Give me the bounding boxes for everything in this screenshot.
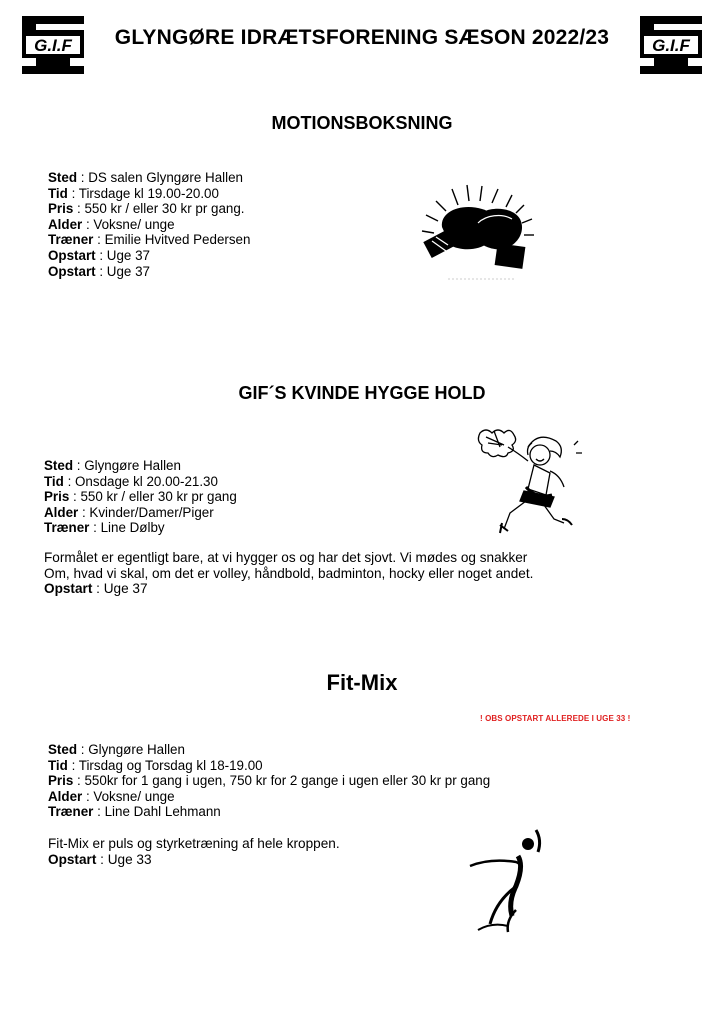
info-fit-mix <box>48 742 490 820</box>
fitness-figure-illustration <box>466 826 554 934</box>
info-row: Pris : 550 kr / eller 30 kr pr gang. <box>48 201 245 217</box>
info-row: Alder : Voksne/ unge <box>48 216 175 232</box>
description-fit-mix <box>48 836 340 867</box>
boxing-gloves-illustration <box>412 183 552 283</box>
notice-early-start: ! OBS OPSTART ALLEREDE I UGE 33 ! <box>480 714 631 723</box>
info-row-opstart: Opstart : Uge 33 <box>48 851 152 867</box>
info-row: Alder : Kvinder/Damer/Piger <box>44 504 214 520</box>
info-kvinde-hygge-hold <box>44 458 237 536</box>
info-row: Sted : Glyngøre Hallen <box>48 742 185 757</box>
cheerleader-illustration <box>474 425 586 537</box>
description-line: Om, hvad vi skal, om det er volley, håndbold, badminton, hocky eller noget andet. <box>44 565 534 581</box>
svg-text:G.I.F: G.I.F <box>34 36 72 55</box>
section-title-fit-mix: Fit-Mix <box>326 670 398 695</box>
svg-text:G.I.F: G.I.F <box>652 36 690 55</box>
page-title: GLYNGØRE IDRÆTSFORENING SÆSON 2022/23 <box>114 26 610 49</box>
info-row: Sted : DS salen Glyngøre Hallen <box>48 170 244 185</box>
description-line: Fit-Mix er puls og styrketræning af hele kroppen. <box>48 836 340 851</box>
info-row: Opstart : Uge 37 <box>48 247 150 263</box>
info-row: Træner : Line Dølby <box>44 520 165 536</box>
info-motionsboksning <box>48 170 250 279</box>
info-row: Alder : Voksne/ unge <box>48 788 175 804</box>
info-row: Tid : Onsdage kl 20.00-21.30 <box>44 473 218 489</box>
info-row: Sted : Glyngøre Hallen <box>44 458 181 473</box>
section-title-kvinde-hygge-hold: GIF´S KVINDE HYGGE HOLD <box>238 383 486 403</box>
info-row: Tid : Tirsdage kl 19.00-20.00 <box>48 185 219 201</box>
info-row: Træner : Emilie Hvitved Pedersen <box>48 232 251 248</box>
description-line: Formålet er egentligt bare, at vi hygger os og har det sjovt. Vi mødes og snakker <box>44 550 528 565</box>
info-row: Tid : Tirsdag og Torsdag kl 18-19.00 <box>48 757 263 773</box>
info-row: Pris : 550kr for 1 gang i ugen, 750 kr for 2 gange i ugen eller 30 kr pr gang <box>48 773 491 789</box>
info-row: Pris : 550 kr / eller 30 kr pr gang <box>44 489 237 505</box>
info-row-opstart: Opstart : Uge 37 <box>44 581 148 597</box>
description-kvinde-hygge-hold <box>44 550 533 597</box>
info-row: Opstart : Uge 37 <box>48 263 150 279</box>
section-title-motionsboksning: MOTIONSBOKSNING <box>271 113 453 133</box>
info-row: Træner : Line Dahl Lehmann <box>48 804 221 820</box>
